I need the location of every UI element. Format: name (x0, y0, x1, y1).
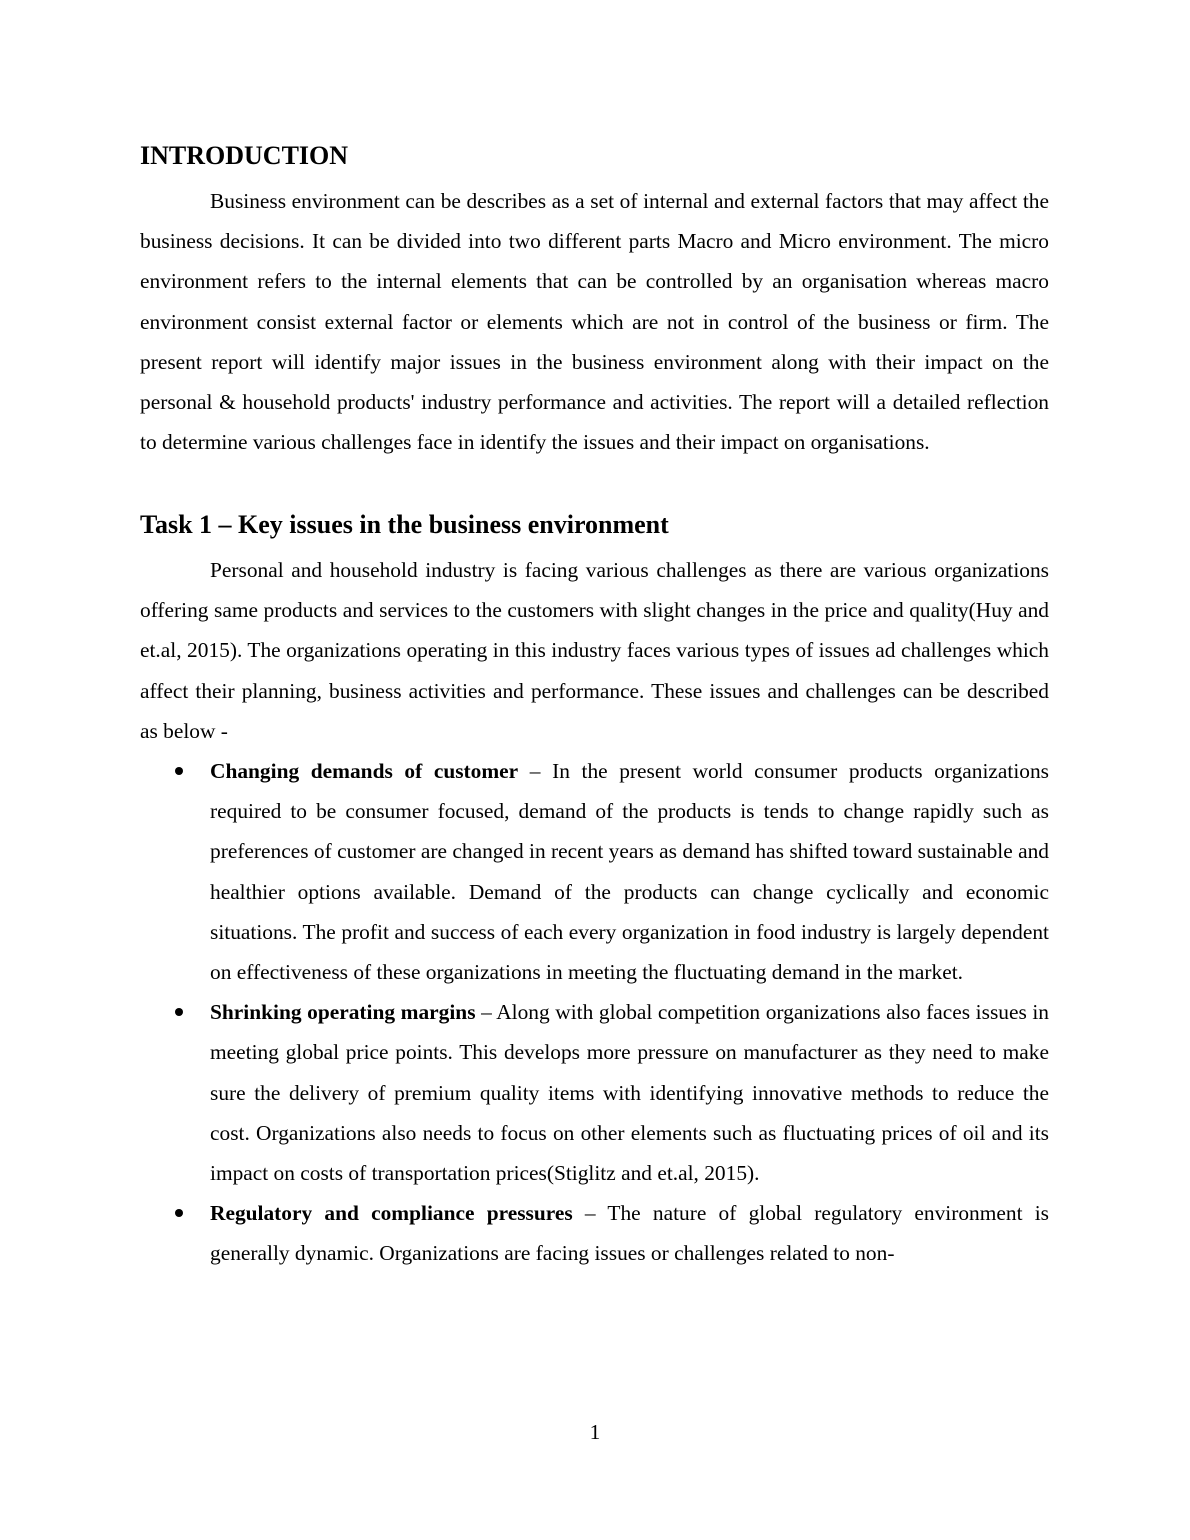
task-heading: Task 1 – Key issues in the business environment (140, 510, 669, 539)
bullet-icon (175, 767, 183, 775)
bullet-text: – In the present world consumer products organizations required to be consumer focused, demand of the products is tends to change rapidly such as preferences of customer are changed in recent years as demand has shifted toward sustainable and healthier options available. Demand of the products can change cyclically and economic situations. The profit and success of each every organization in food industry is largely dependent on effectiveness of these organizations in meeting the fluctuating demand in the market. (210, 759, 1050, 985)
bullet-icon (175, 1008, 183, 1016)
issues-list (140, 751, 1049, 1274)
bullet-text: – Along with global competition organizations also faces issues in meeting global price points. This develops more pressure on manufacturer as they need to make sure the delivery of premium quality items with identifying innovative methods to reduce the cost. Organizations also needs to focus on other elements such as fluctuating prices of oil and its impact on costs of transportation prices(Stiglitz and et.al, 2015). (210, 1000, 1049, 1186)
bullet-term: Shrinking operating margins (210, 1000, 476, 1025)
list-item (140, 1193, 1049, 1273)
intro-heading: INTRODUCTION (140, 141, 349, 170)
page-number: 1 (589, 1420, 601, 1444)
list-item (140, 751, 1049, 992)
intro-paragraph: Business environment can be describes as a set of internal and external factors that may affect the business decisions. It can be divided into two different parts Macro and Micro environment. The micro environment refers to the internal elements that can be controlled by an organisation whereas macro environment consist external factor or elements which are not in control of the business or firm. The present report will identify major issues in the business environment along with their impact on the personal & household products' industry performance and activities. The report will a detailed reflection to determine various challenges face in identify the issues and their impact on organisations. (140, 189, 1049, 455)
bullet-term: Regulatory and compliance pressures (210, 1201, 573, 1226)
bullet-term: Changing demands of customer (210, 759, 519, 783)
task-paragraph: Personal and household industry is facing various challenges as there are various organizations offering same products and services to the customers with slight changes in the price and quality(Huy and et.al, 2015). The organizations operating in this industry faces various types of issues ad challenges which affect their planning, business activities and performance. These issues and challenges can be described as below - (140, 558, 1049, 743)
list-item (140, 992, 1049, 1193)
bullet-icon (175, 1209, 183, 1217)
bullet-text: – The nature of global regulatory environment is generally dynamic. Organizations are facing issues or challenges related to non- (210, 1201, 1049, 1266)
